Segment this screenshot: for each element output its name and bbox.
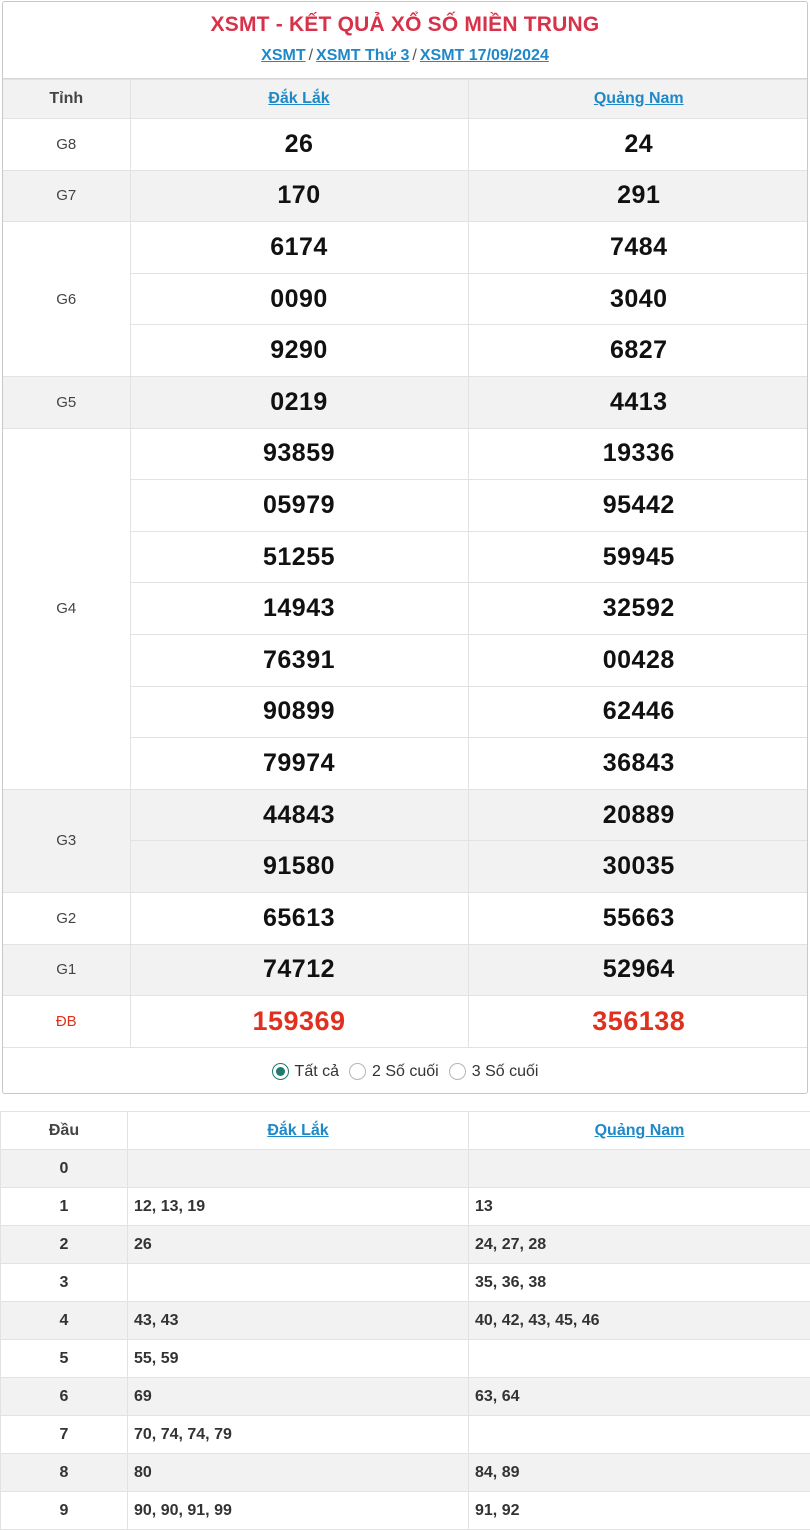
prize-number: 79974 [130, 738, 468, 790]
prize-number: 91580 [130, 841, 468, 893]
prize-number: 26 [130, 119, 468, 171]
prize-number: 3040 [468, 273, 808, 325]
loto-row [1, 1454, 810, 1492]
filter-all-option[interactable] [272, 1063, 339, 1081]
prize-number: 4413 [468, 376, 808, 428]
loto-values: 90, 90, 91, 99 [128, 1492, 469, 1530]
prize-number: 93859 [130, 428, 468, 480]
loto-values: 80 [128, 1454, 469, 1492]
loto-quang-nam-link[interactable]: Quảng Nam [594, 1121, 685, 1139]
prize-label: G5 [3, 376, 130, 428]
loto-values: 63, 64 [469, 1378, 810, 1416]
breadcrumb-separator: / [412, 47, 417, 64]
results-card [2, 1, 808, 1094]
prize-number: 36843 [468, 738, 808, 790]
loto-values: 84, 89 [469, 1454, 810, 1492]
prize-number: 7484 [468, 222, 808, 274]
breadcrumb-xsmt-thu-3[interactable]: XSMT Thứ 3 [316, 47, 410, 64]
loto-row [1, 1226, 810, 1264]
loto-dak-lak-link[interactable]: Đắk Lắk [267, 1121, 329, 1139]
loto-row [1, 1416, 810, 1454]
prize-label: G2 [3, 892, 130, 944]
loto-row [1, 1378, 810, 1416]
breadcrumb-date[interactable]: XSMT 17/09/2024 [419, 47, 549, 64]
breadcrumb-xsmt[interactable]: XSMT [261, 47, 306, 64]
radio-checked-icon[interactable] [272, 1063, 289, 1080]
loto-header-row [1, 1112, 810, 1150]
prize-row [3, 170, 808, 222]
loto-values: 55, 59 [128, 1340, 469, 1378]
prize-number: 74712 [130, 944, 468, 996]
province-column-label: Tỉnh [3, 80, 130, 119]
prize-label: G1 [3, 944, 130, 996]
prize-number: 65613 [130, 892, 468, 944]
prize-label: G8 [3, 119, 130, 171]
loto-values: 91, 92 [469, 1492, 810, 1530]
dau-digit: 0 [1, 1150, 128, 1188]
prize-number: 52964 [468, 944, 808, 996]
loto-values: 12, 13, 19 [128, 1188, 469, 1226]
loto-values: 69 [128, 1378, 469, 1416]
loto-row [1, 1302, 810, 1340]
prize-label: G3 [3, 789, 130, 892]
prize-number: 44843 [130, 789, 468, 841]
filter-last-3-label: 3 Số cuối [471, 1062, 539, 1080]
prize-number: 30035 [468, 841, 808, 893]
loto-values [469, 1416, 810, 1454]
results-header-row [3, 80, 808, 119]
breadcrumb-separator: / [308, 47, 314, 64]
number-filter [3, 1048, 807, 1094]
province-dak-lak-link[interactable]: Đắk Lắk [268, 90, 330, 107]
special-prize-number: 356138 [468, 996, 808, 1048]
prize-label: G6 [3, 222, 130, 377]
prize-number: 32592 [468, 583, 808, 635]
prize-number: 14943 [130, 583, 468, 635]
radio-unchecked-icon[interactable] [349, 1063, 366, 1080]
dau-digit: 1 [1, 1188, 128, 1226]
dau-digit: 4 [1, 1302, 128, 1340]
loto-values: 26 [128, 1226, 469, 1264]
prize-number: 90899 [130, 686, 468, 738]
prize-label: G4 [3, 428, 130, 789]
prize-row [3, 944, 808, 996]
prize-number: 0090 [130, 273, 468, 325]
prize-number: 291 [468, 170, 808, 222]
results-table [3, 79, 808, 1048]
prize-label: ĐB [3, 996, 130, 1048]
loto-values [128, 1150, 469, 1188]
loto-values [128, 1264, 469, 1302]
results-header [3, 2, 807, 79]
loto-row [1, 1150, 810, 1188]
dau-digit: 2 [1, 1226, 128, 1264]
prize-number: 0219 [130, 376, 468, 428]
prize-label: G7 [3, 170, 130, 222]
loto-head-table [0, 1111, 810, 1530]
filter-last-2-option[interactable] [349, 1063, 439, 1081]
loto-values: 13 [469, 1188, 810, 1226]
prize-number: 95442 [468, 480, 808, 532]
prize-number: 170 [130, 170, 468, 222]
prize-row [3, 222, 808, 274]
dau-digit: 6 [1, 1378, 128, 1416]
prize-row [3, 892, 808, 944]
loto-quang-nam-header [469, 1112, 810, 1150]
prize-number: 55663 [468, 892, 808, 944]
dau-digit: 9 [1, 1492, 128, 1530]
prize-row [3, 789, 808, 841]
loto-values: 70, 74, 74, 79 [128, 1416, 469, 1454]
loto-row [1, 1264, 810, 1302]
radio-unchecked-icon[interactable] [449, 1063, 466, 1080]
province-quang-nam-header [468, 80, 808, 119]
prize-number: 00428 [468, 634, 808, 686]
prize-number: 6827 [468, 325, 808, 377]
loto-row [1, 1492, 810, 1530]
loto-dak-lak-header [128, 1112, 469, 1150]
prize-number: 59945 [468, 531, 808, 583]
page-title: XSMT - KẾT QUẢ XỔ SỐ MIỀN TRUNG [210, 13, 600, 36]
loto-body [1, 1150, 810, 1530]
results-body [3, 119, 808, 1048]
dau-column-label: Đầu [1, 1112, 128, 1150]
prize-row [3, 376, 808, 428]
prize-number: 51255 [130, 531, 468, 583]
prize-row [3, 119, 808, 171]
loto-values: 40, 42, 43, 45, 46 [469, 1302, 810, 1340]
prize-number: 20889 [468, 789, 808, 841]
prize-number: 9290 [130, 325, 468, 377]
filter-last-2-label: 2 Số cuối [372, 1062, 439, 1080]
loto-row [1, 1340, 810, 1378]
loto-values [469, 1340, 810, 1378]
filter-all-label: Tất cả [294, 1062, 340, 1080]
dau-digit: 3 [1, 1264, 128, 1302]
prize-number: 24 [468, 119, 808, 171]
special-prize-number: 159369 [130, 996, 468, 1048]
dau-digit: 5 [1, 1340, 128, 1378]
province-quang-nam-link[interactable]: Quảng Nam [593, 90, 684, 107]
filter-last-3-option[interactable] [449, 1063, 539, 1081]
prize-row [3, 428, 808, 480]
prize-number: 19336 [468, 428, 808, 480]
prize-number: 6174 [130, 222, 468, 274]
prize-number: 76391 [130, 634, 468, 686]
loto-row [1, 1188, 810, 1226]
loto-values [469, 1150, 810, 1188]
loto-values: 35, 36, 38 [469, 1264, 810, 1302]
province-dak-lak-header [130, 80, 468, 119]
dau-digit: 8 [1, 1454, 128, 1492]
dau-digit: 7 [1, 1416, 128, 1454]
breadcrumb [3, 47, 807, 65]
loto-values: 43, 43 [128, 1302, 469, 1340]
prize-row [3, 996, 808, 1048]
prize-number: 62446 [468, 686, 808, 738]
loto-values: 24, 27, 28 [469, 1226, 810, 1264]
prize-number: 05979 [130, 480, 468, 532]
